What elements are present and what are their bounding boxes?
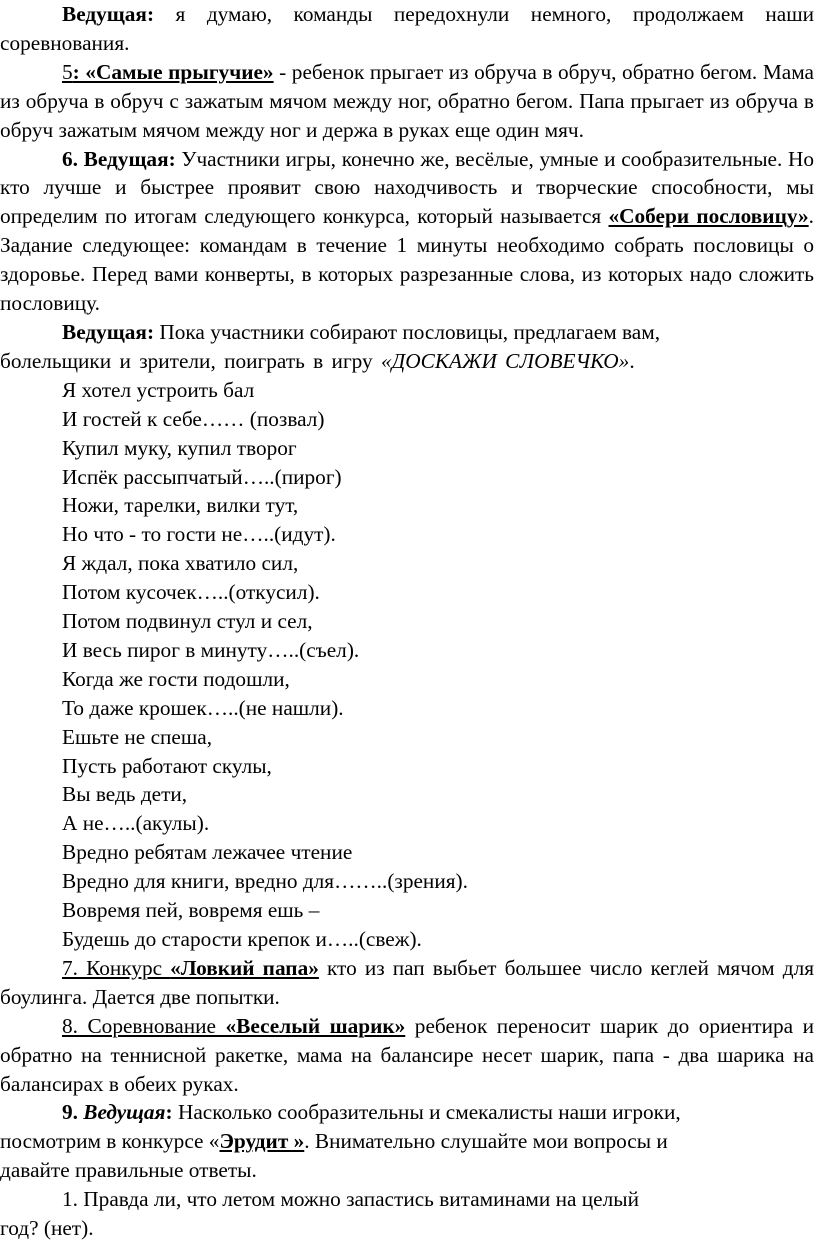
contest-lead: 7. Конкурс bbox=[62, 955, 171, 980]
paragraph-text: Насколько сообразительны и смекалисты наши игроки, bbox=[172, 1100, 681, 1125]
poem-line: Купил муку, купил творог bbox=[62, 435, 297, 460]
paragraph-game-intro bbox=[0, 318, 814, 376]
paragraph-text: болельщики и зрители, поиграть в игру bbox=[0, 348, 382, 373]
poem-line: Вредно для книги, вредно для……..(зрения). bbox=[62, 869, 468, 894]
poem-line: Когда же гости подошли, bbox=[62, 666, 290, 691]
paragraph-text: . Внимательно слушайте мои вопросы и bbox=[304, 1129, 668, 1154]
host-label: Ведущая bbox=[83, 1100, 166, 1125]
paragraph-contest-8 bbox=[0, 1012, 814, 1099]
paragraph-host-intro bbox=[0, 0, 814, 58]
contest-lead: 8. Соревнование bbox=[62, 1013, 226, 1038]
paragraph-contest-5 bbox=[0, 58, 814, 145]
paragraph-text: - ребенок прыгает из обруча в обруч, обратно бегом. Мама из обруча в обруч с зажатым мячом между ног, обратно бегом. Папа прыгает из обруча в обруч зажатым мячом между ног и держа в руках еще один мяч. bbox=[0, 59, 814, 142]
poem-line: То даже крошек…..(не нашли). bbox=[62, 695, 344, 720]
contest-title: «Ловкий папа» bbox=[170, 955, 319, 980]
contest-number: 9. bbox=[62, 1100, 84, 1125]
poem-line: Будешь до старости крепок и…..(свеж). bbox=[62, 927, 422, 951]
paragraph-contest-9 bbox=[0, 1098, 814, 1185]
paragraph-text: . Задание следующее: командам в течение 1 минуты необходимо собрать пословицы о здоровье. Перед вами конверты, в которых разрезанные слова, из которых надо сложить пословицу. bbox=[0, 204, 814, 316]
paragraph-text: Пока участники собирают пословицы, предлагаем вам, bbox=[154, 319, 661, 344]
host-label: 6. Ведущая: bbox=[62, 146, 176, 171]
punctuation: : bbox=[165, 1100, 173, 1125]
paragraph-text: я думаю, команды передохнули немного, продолжаем наши соревнования. bbox=[0, 2, 814, 55]
poem-line: Я ждал, пока хватило сил, bbox=[62, 551, 299, 576]
poem-line: Вредно ребятам лежачее чтение bbox=[62, 840, 353, 865]
line: давайте правильные ответы. bbox=[0, 1158, 257, 1183]
contest-title: : «Самые прыгучие» bbox=[72, 59, 274, 84]
punctuation: . bbox=[629, 348, 635, 373]
poem-line: Я хотел устроить бал bbox=[62, 377, 255, 402]
line bbox=[0, 347, 814, 376]
paragraph-text: посмотрим в конкурсе « bbox=[0, 1129, 220, 1154]
line: год? (нет). bbox=[0, 1216, 94, 1241]
poem-line: И весь пирог в минуту…..(съел). bbox=[62, 637, 360, 662]
contest-title: «Веселый шарик» bbox=[225, 1013, 406, 1038]
line: 1. Правда ли, что летом можно запастись витаминами на целый bbox=[62, 1187, 639, 1212]
paragraph-contest-7 bbox=[0, 954, 814, 1012]
game-title: «ДОСКАЖИ СЛОВЕЧКО» bbox=[381, 348, 630, 373]
poem-line: Испёк рассыпчатый…..(пирог) bbox=[62, 464, 342, 489]
paragraph-text: Участники игры, конечно же, весёлые, умные и сообразительные. Но кто лучше и быстрее проявит свою находчивость и творческие способности, мы определим по итогам следующего конкурса, который называется bbox=[0, 146, 814, 229]
paragraph-text: ребенок переносит шарик до ориентира и обратно на теннисной ракетке, мама на балансире несет шарик, папа - два шарика на балансирах в обеих руках. bbox=[0, 1013, 814, 1096]
poem-line: А не…..(акулы). bbox=[62, 811, 210, 836]
poem-line: Пусть работают скулы, bbox=[62, 753, 272, 778]
contest-title: «Собери пословицу» bbox=[608, 204, 809, 229]
poem bbox=[0, 376, 814, 954]
contest-title: Эрудит » bbox=[219, 1129, 305, 1154]
poem-line: Ешьте не спеша, bbox=[62, 724, 213, 749]
poem-line: Вовремя пей, вовремя ешь – bbox=[62, 898, 320, 923]
paragraph-text: кто из пап выбьет большее число кеглей мячом для боулинга. Дается две попытки. bbox=[0, 955, 815, 1009]
contest-number: 5 bbox=[62, 59, 73, 84]
host-label: Ведущая: bbox=[62, 2, 155, 26]
paragraph-contest-6 bbox=[0, 145, 814, 318]
line bbox=[0, 1098, 814, 1127]
question-1 bbox=[0, 1185, 814, 1243]
poem-line: Вы ведь дети, bbox=[62, 782, 188, 807]
host-label: Ведущая: bbox=[62, 319, 155, 344]
line bbox=[0, 1127, 814, 1156]
poem-line: Ножи, тарелки, вилки тут, bbox=[62, 493, 299, 518]
poem-line: Потом подвинул стул и сел, bbox=[62, 609, 313, 634]
poem-line: Но что - то гости не…..(идут). bbox=[62, 522, 336, 547]
line bbox=[0, 318, 814, 347]
poem-line: Потом кусочек…..(откусил). bbox=[62, 580, 320, 605]
poem-line: И гостей к себе…… (позвал) bbox=[62, 406, 325, 431]
